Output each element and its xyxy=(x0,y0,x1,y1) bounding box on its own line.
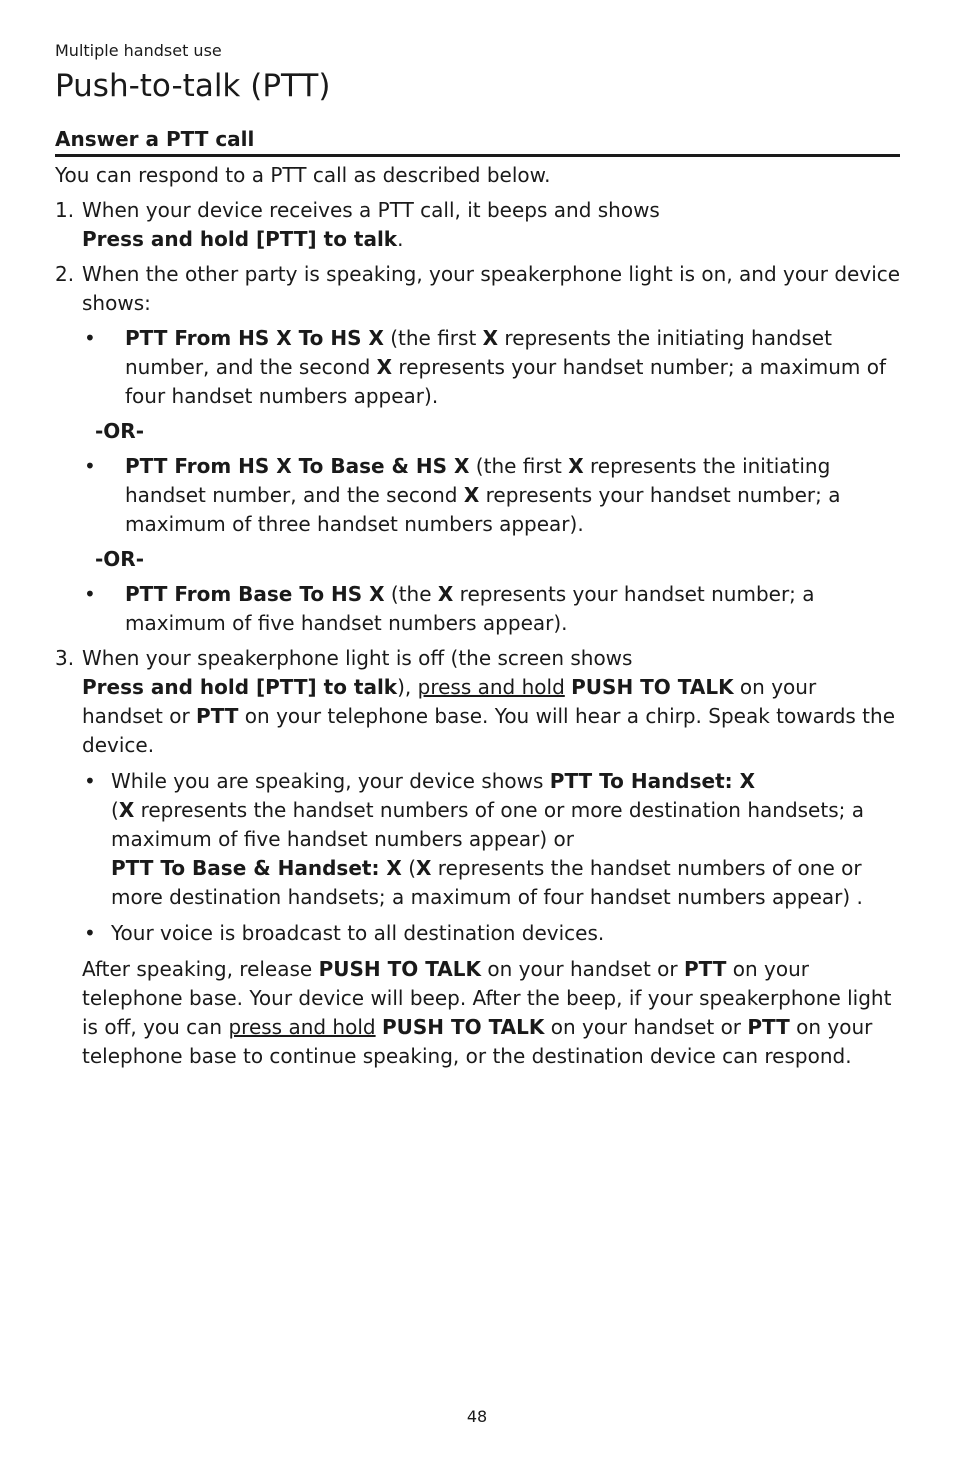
step-number: 2. xyxy=(55,262,75,286)
section-content xyxy=(55,161,903,1077)
step-3: 3. When your speakerphone light is off (the screen shows Press and hold [PTT] to talk), press and hold PUSH TO TALK on your handset or PTT on your telephone base. You will hear a chirp. Speak towards the device. • While you are speaking, your device shows PTT To Handset: X (X represents the handset numbers of one or more destination handsets; a maximum of five handset numbers appear) or PTT To Base & Handset: X (X represents the handset numbers of one or more destination handsets; a maximum of four handset numbers appear) . • Your voice is broadcast to all destination devices. After speaking, release PUSH TO TALK on your handset or PTT on your telephone base. Your device will beep. After the beep, if your speakerphone light is off, you can press and hold PUSH TO TALK on your handset or PTT on your telephone base to continue speaking, or the destination device can respond. xyxy=(55,644,903,1071)
section-heading: Answer a PTT call xyxy=(55,126,900,157)
display-options-list xyxy=(82,324,903,411)
step-1: 1. When your device receives a PTT call, it beeps and shows Press and hold [PTT] to talk. xyxy=(55,198,660,251)
page-title: Push-to-talk (PTT) xyxy=(55,68,331,104)
intro-text: You can respond to a PTT call as described below. xyxy=(55,163,551,187)
or-separator: -OR- xyxy=(95,419,145,443)
step-2 xyxy=(55,260,903,638)
breadcrumb: Multiple handset use xyxy=(55,41,222,60)
or-separator: -OR- xyxy=(95,547,145,571)
list-item: • PTT From HS X To HS X (the first X represents the initiating handset number, and the second X represents your handset number; a maximum of four handset numbers appear). xyxy=(84,326,887,408)
screen-message: Press and hold [PTT] to talk xyxy=(82,675,398,699)
page-number: 48 xyxy=(466,1407,488,1426)
step-number: 3. xyxy=(55,646,75,670)
list-item: • While you are speaking, your device shows PTT To Handset: X (X represents the handset numbers of one or more destination handsets; a maximum of five handset numbers appear) or PTT To Base & Handset: X (X represents the handset numbers of one or more destination handsets; a maximum of four handset numbers appear) . xyxy=(84,769,864,909)
speaking-notes-list xyxy=(82,767,903,948)
after-speaking-text: After speaking, release PUSH TO TALK on your handset or PTT on your telephone base. Your device will beep. After the beep, if your speakerphone light is off, you can press and hold PUSH TO TALK on your handset or PTT on your telephone base to continue speaking, or the destination device can respond. xyxy=(82,957,892,1068)
bullet-icon: • xyxy=(84,454,96,478)
list-item: • PTT From Base To HS X (the X represents your handset number; a maximum of five handset numbers appear). xyxy=(84,582,815,635)
step-text: When the other party is speaking, your speakerphone light is on, and your device shows: xyxy=(82,262,901,315)
bullet-icon: • xyxy=(84,326,96,350)
step-text: When your device receives a PTT call, it beeps and shows xyxy=(82,198,660,222)
bullet-icon: • xyxy=(84,921,96,945)
list-item: • PTT From HS X To Base & HS X (the first X represents the initiating handset number, and the second X represents your handset number; a maximum of three handset numbers appear). xyxy=(84,454,841,536)
display-options-list xyxy=(82,580,903,638)
bullet-icon: • xyxy=(84,582,96,606)
list-item: • Your voice is broadcast to all destination devices. xyxy=(82,919,903,948)
screen-message: Press and hold [PTT] to talk xyxy=(82,227,398,251)
bullet-icon: • xyxy=(84,769,96,793)
display-options-list xyxy=(82,452,903,539)
step-number: 1. xyxy=(55,198,75,222)
